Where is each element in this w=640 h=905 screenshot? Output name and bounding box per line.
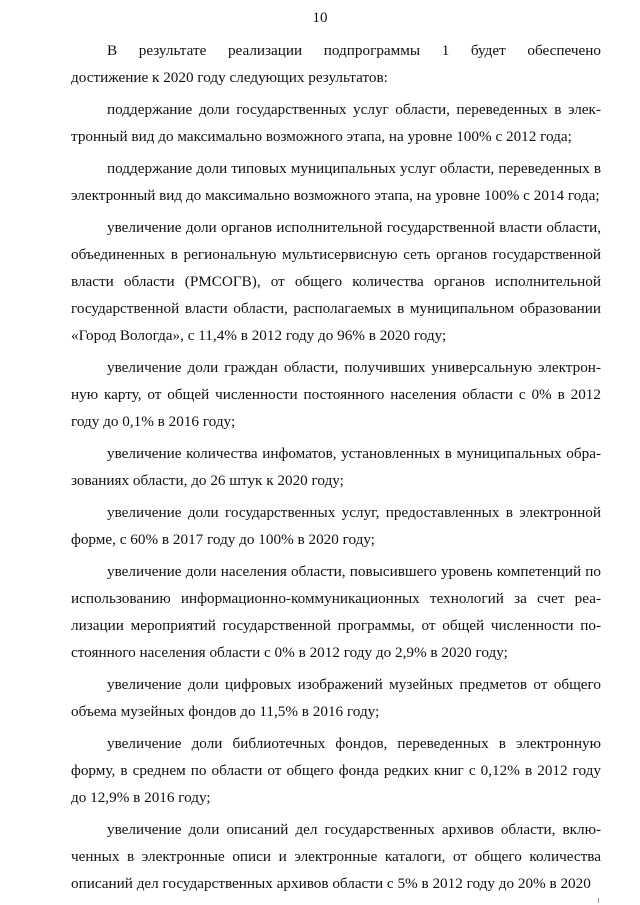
result-item: увеличение доли органов исполнительной государственной власти области, объединенных в региональную мультисервисную сеть органов государственной власти области (РМСОГВ), от общего количества органов исполнительной государственной власти области, располагаемых в муниципальном образовании «Город Вологда», с 11,4% в 2012 году до 96% в 2020 году;: [71, 219, 601, 344]
page-number: 10: [312, 10, 328, 26]
intro-word: В: [107, 42, 118, 59]
intro-second-line: достижение к 2020 году следующих результатов:: [71, 69, 388, 86]
intro-word: реализации: [227, 42, 303, 59]
result-item: увеличение доли граждан области, получивших универсальную электронную карту, от общей численности постоянного населения области с 0% в 2012 году до 0,1% в 2016 году;: [71, 359, 601, 430]
result-item: поддержание доли типовых муниципальных услуг области, переведенных в электронный вид до максимально возможного этапа, на уровне 100% с 2014 года;: [71, 160, 601, 204]
result-item: увеличение доли описаний дел государственных архивов области, включенных в электронные описи и электронные каталоги, от общего количества описаний дел государственных архивов области с 5% в 2012 году до 20% в 2020: [71, 821, 601, 892]
result-item: увеличение доли библиотечных фондов, переведенных в электронную форму, в среднем по области от общего фонда редких книг с 0,12% в 2012 году до 12,9% в 2016 году;: [71, 735, 601, 806]
result-item: увеличение доли государственных услуг, предоставленных в электронной форме, с 60% в 2017 году до 100% в 2020 году;: [71, 504, 601, 548]
intro-word: 1: [441, 42, 450, 59]
document-body: [71, 37, 601, 897]
intro-word: подпрограммы: [323, 42, 421, 59]
intro-word: результате: [138, 42, 207, 59]
result-item: увеличение доли населения области, повысившего уровень компетенций по использованию информационно-коммуникационных технологий за счет реализации мероприятий государственной программы, от общей численности постоянного населения области с 0% в 2012 году до 2,9% в 2020 году;: [71, 563, 601, 661]
scan-speck: [598, 898, 599, 903]
intro-word: будет: [470, 42, 506, 59]
intro-word: обеспечено: [527, 42, 601, 59]
result-item: увеличение доли цифровых изображений музейных предметов от общего объема музейных фондов до 11,5% в 2016 году;: [71, 676, 601, 720]
result-item: поддержание доли государственных услуг области, переведенных в электронный вид до максимально возможного этапа, на уровне 100% с 2012 года;: [71, 101, 601, 145]
result-item: увеличение количества инфоматов, установленных в муниципальных образованиях области, до 26 штук к 2020 году;: [71, 445, 601, 489]
intro-first-line: [71, 37, 601, 64]
